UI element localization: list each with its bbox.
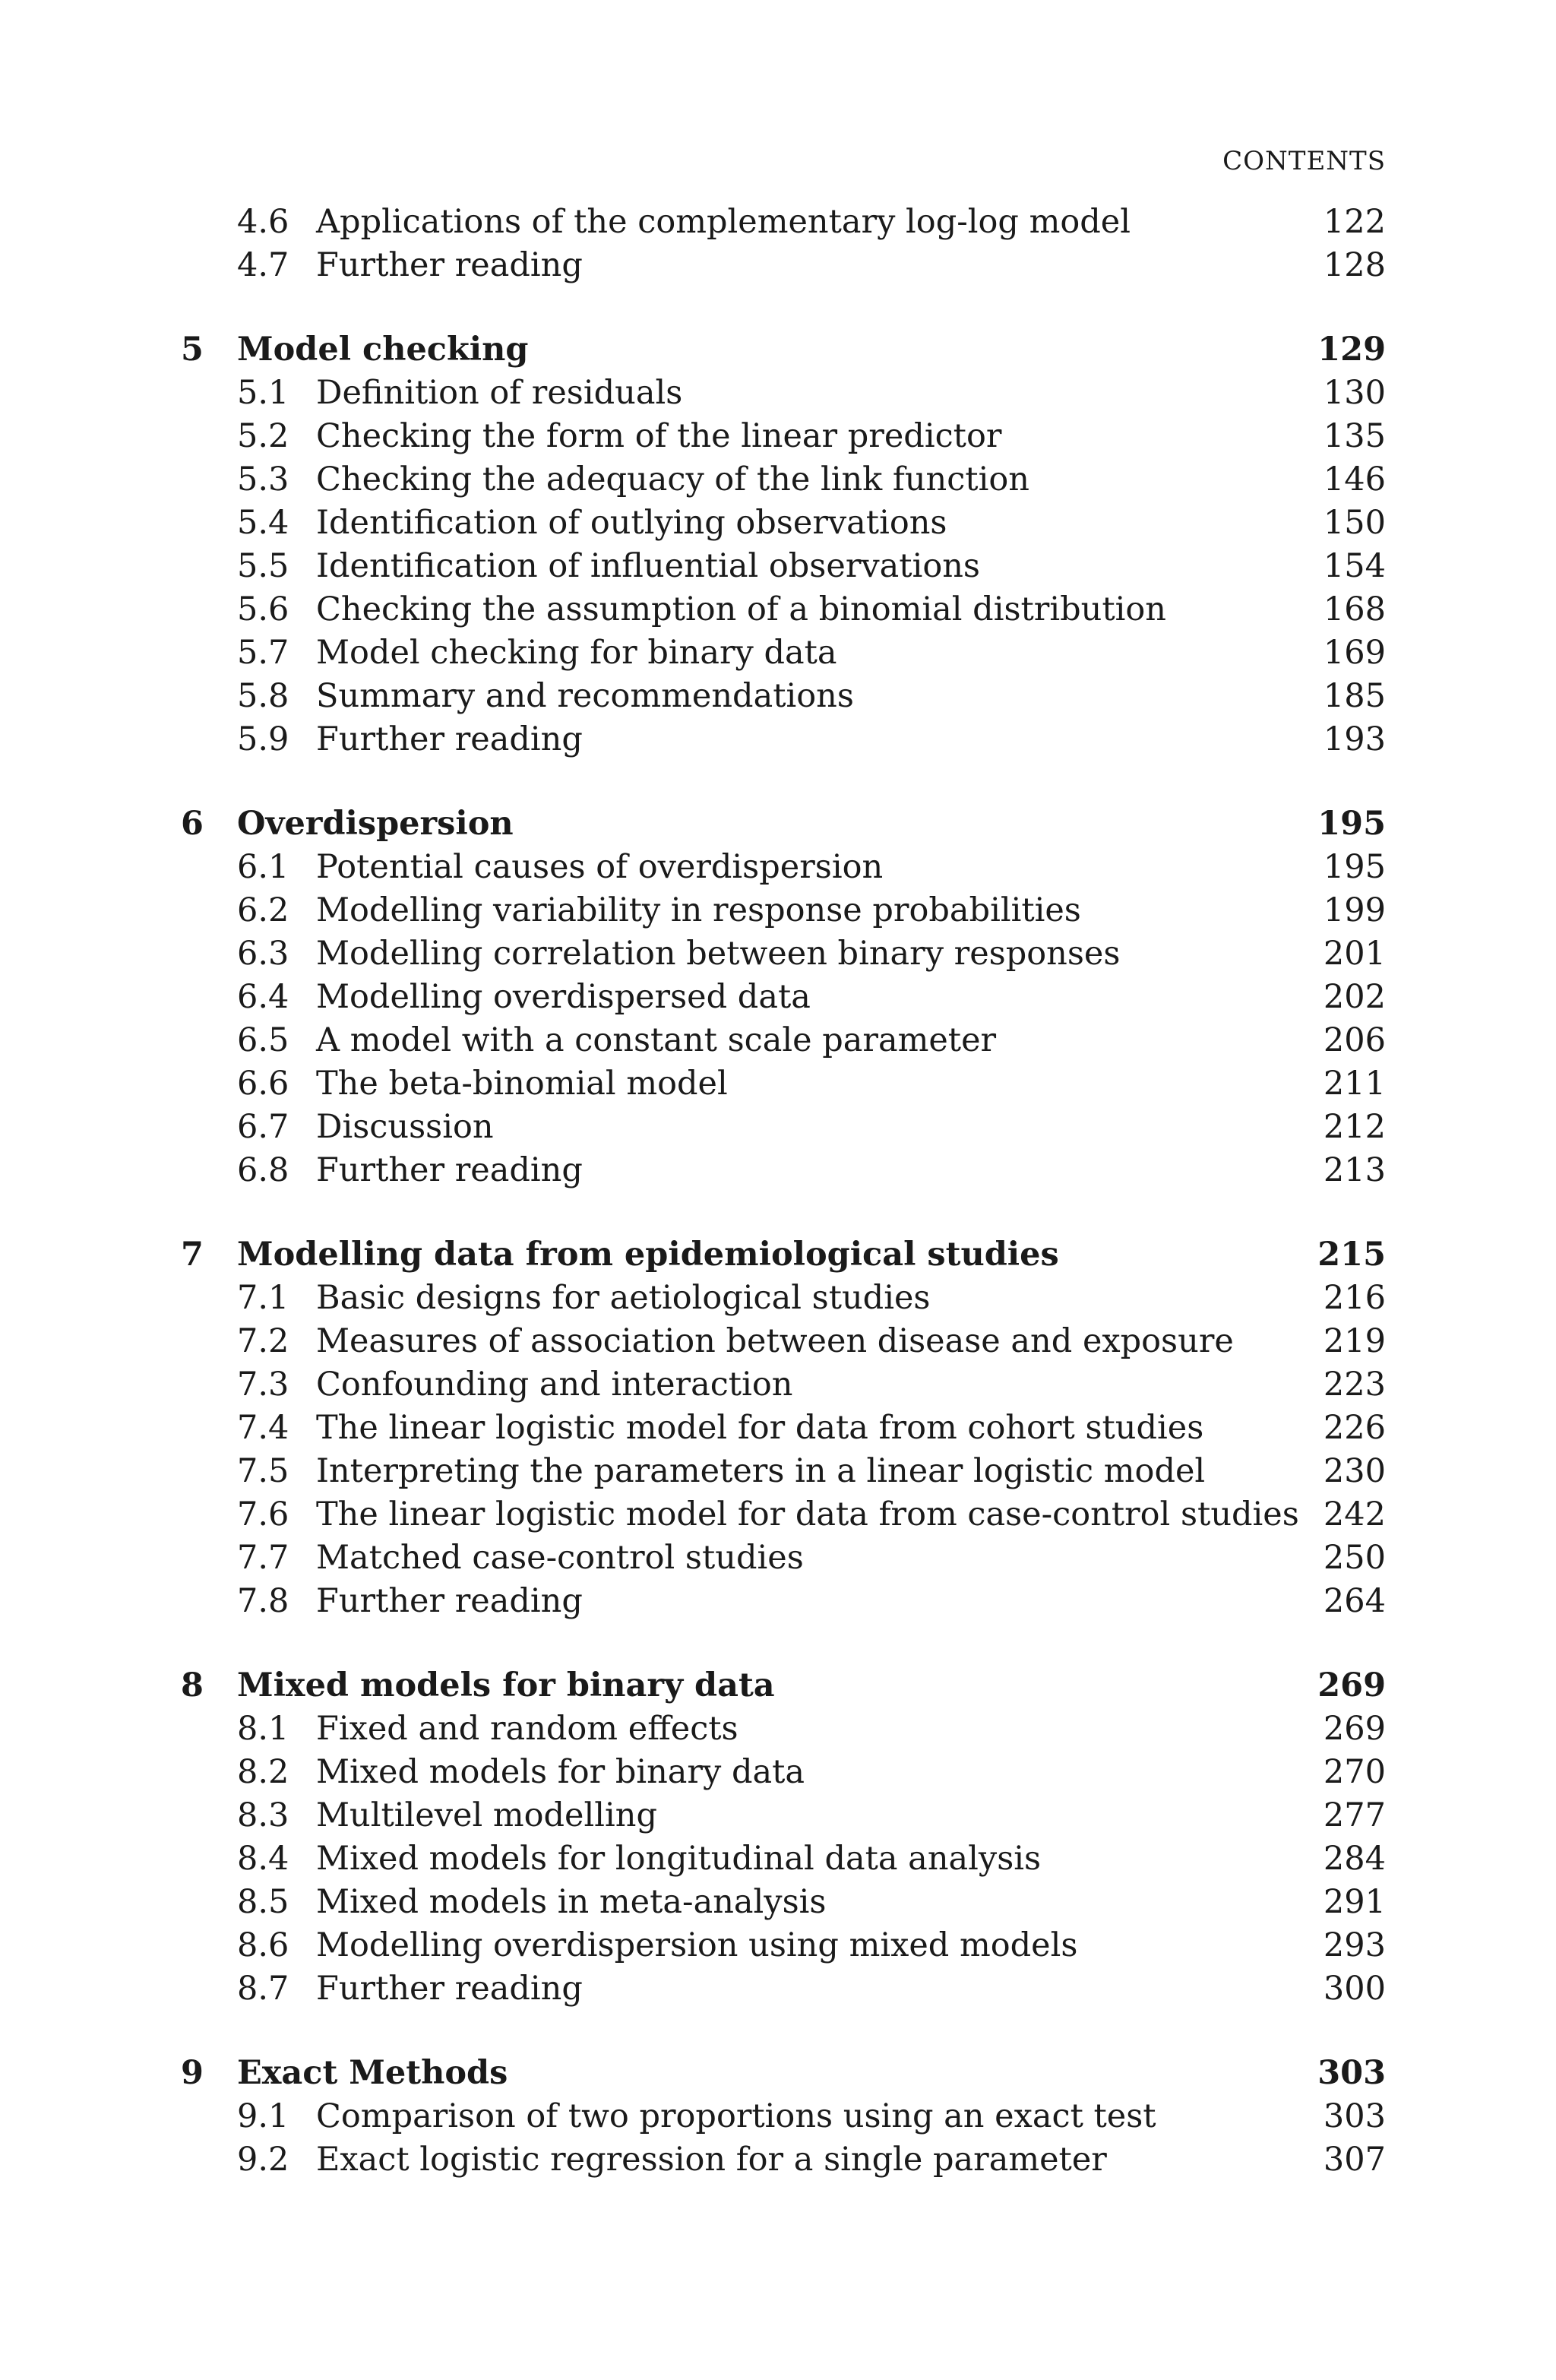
section-number: 8.1 xyxy=(237,1710,289,1748)
section-entry xyxy=(0,1363,1556,1407)
section-number: 7.8 xyxy=(237,1582,289,1620)
page-number: 303 xyxy=(1323,2097,1386,2135)
section-title: Multilevel modelling xyxy=(316,1796,657,1834)
page-number: 122 xyxy=(1323,203,1386,241)
section-number: 4.6 xyxy=(237,203,289,241)
page-number: 264 xyxy=(1323,1582,1386,1620)
section-number: 6.2 xyxy=(237,891,289,929)
page-number: 270 xyxy=(1323,1753,1386,1791)
page-number: 303 xyxy=(1317,2054,1386,2092)
section-entry xyxy=(0,1707,1556,1751)
page-number: 226 xyxy=(1323,1409,1386,1447)
section-title: Discussion xyxy=(316,1108,494,1146)
page-number: 242 xyxy=(1323,1495,1386,1533)
page-number: 223 xyxy=(1323,1366,1386,1404)
section-title: Further reading xyxy=(316,720,583,758)
chapter-title: Overdispersion xyxy=(237,805,514,843)
page-number: 215 xyxy=(1317,1236,1386,1274)
table-of-contents xyxy=(0,201,1556,2182)
section-number: 6.5 xyxy=(237,1021,289,1059)
section-title: Further reading xyxy=(316,246,583,284)
running-head: CONTENTS xyxy=(1222,146,1386,176)
section-entry xyxy=(0,675,1556,718)
chapter-number: 9 xyxy=(181,2054,204,2092)
section-number: 5.5 xyxy=(237,547,289,585)
section-title: Definition of residuals xyxy=(316,374,683,412)
section-number: 5.8 xyxy=(237,677,289,715)
section-entry xyxy=(0,1450,1556,1493)
chapter-number: 5 xyxy=(181,331,204,369)
section-title: Checking the form of the linear predictor xyxy=(316,417,1002,455)
section-title: A model with a constant scale parameter xyxy=(316,1021,997,1059)
section-number: 6.6 xyxy=(237,1065,289,1103)
section-title: Checking the assumption of a binomial distribution xyxy=(316,590,1166,628)
section-number: 8.5 xyxy=(237,1883,289,1921)
page-number: 193 xyxy=(1323,720,1386,758)
page-number: 269 xyxy=(1323,1710,1386,1748)
chapter-entry xyxy=(0,802,1556,846)
chapter-entry xyxy=(0,1233,1556,1277)
page-number: 211 xyxy=(1323,1065,1386,1103)
section-number: 9.2 xyxy=(237,2141,289,2179)
section-number: 6.8 xyxy=(237,1151,289,1189)
section-title: Interpreting the parameters in a linear logistic model xyxy=(316,1452,1206,1490)
section-number: 7.2 xyxy=(237,1322,289,1360)
section-number: 6.1 xyxy=(237,848,289,886)
section-number: 8.4 xyxy=(237,1840,289,1878)
section-title: Potential causes of overdispersion xyxy=(316,848,884,886)
page-number: 146 xyxy=(1323,460,1386,498)
section-entry xyxy=(0,1837,1556,1881)
section-title: Modelling overdispersion using mixed models xyxy=(316,1926,1078,1964)
section-title: Modelling correlation between binary responses xyxy=(316,935,1121,973)
section-title: Further reading xyxy=(316,1151,583,1189)
section-entry xyxy=(0,1794,1556,1837)
chapter-entry xyxy=(0,2052,1556,2095)
section-entry xyxy=(0,889,1556,932)
page-number: 307 xyxy=(1323,2141,1386,2179)
section-title: Mixed models for binary data xyxy=(316,1753,805,1791)
chapter-entry xyxy=(0,1664,1556,1707)
section-number: 5.4 xyxy=(237,504,289,542)
page-number: 129 xyxy=(1317,331,1386,369)
page-number: 300 xyxy=(1323,1970,1386,2008)
page-number: 201 xyxy=(1323,935,1386,973)
section-entry xyxy=(0,718,1556,761)
section-number: 6.4 xyxy=(237,978,289,1016)
page-number: 185 xyxy=(1323,677,1386,715)
page-number: 195 xyxy=(1323,848,1386,886)
section-number: 8.7 xyxy=(237,1970,289,2008)
page-number: 128 xyxy=(1323,246,1386,284)
section-title: Modelling overdispersed data xyxy=(316,978,811,1016)
page-number: 293 xyxy=(1323,1926,1386,1964)
section-title: Further reading xyxy=(316,1970,583,2008)
page-number: 154 xyxy=(1323,547,1386,585)
page-number: 219 xyxy=(1323,1322,1386,1360)
section-number: 5.2 xyxy=(237,417,289,455)
section-title: Further reading xyxy=(316,1582,583,1620)
section-number: 7.1 xyxy=(237,1279,289,1317)
section-number: 5.3 xyxy=(237,460,289,498)
section-number: 7.6 xyxy=(237,1495,289,1533)
page-number: 284 xyxy=(1323,1840,1386,1878)
section-title: The linear logistic model for data from cohort studies xyxy=(316,1409,1204,1447)
section-number: 8.2 xyxy=(237,1753,289,1791)
page-number: 202 xyxy=(1323,978,1386,1016)
section-number: 7.7 xyxy=(237,1539,289,1577)
section-title: Matched case-control studies xyxy=(316,1539,804,1577)
section-title: Exact logistic regression for a single parameter xyxy=(316,2141,1107,2179)
section-entry xyxy=(0,244,1556,287)
section-title: Fixed and random effects xyxy=(316,1710,738,1748)
chapter-title: Modelling data from epidemiological studies xyxy=(237,1236,1059,1274)
page-number: 269 xyxy=(1317,1666,1386,1704)
section-entry xyxy=(0,502,1556,545)
section-title: The beta-binomial model xyxy=(316,1065,728,1103)
section-number: 8.6 xyxy=(237,1926,289,1964)
section-entry xyxy=(0,932,1556,976)
section-entry xyxy=(0,372,1556,415)
chapter-entry xyxy=(0,328,1556,372)
section-number: 5.6 xyxy=(237,590,289,628)
section-entry xyxy=(0,1062,1556,1106)
section-number: 7.3 xyxy=(237,1366,289,1404)
section-entry xyxy=(0,458,1556,502)
section-entry xyxy=(0,415,1556,458)
section-title: The linear logistic model for data from case-control studies xyxy=(316,1495,1299,1533)
section-number: 5.7 xyxy=(237,634,289,672)
section-title: Mixed models for longitudinal data analysis xyxy=(316,1840,1042,1878)
section-number: 5.9 xyxy=(237,720,289,758)
section-title: Model checking for binary data xyxy=(316,634,837,672)
section-entry xyxy=(0,1537,1556,1580)
section-entry xyxy=(0,1149,1556,1192)
section-title: Mixed models in meta-analysis xyxy=(316,1883,827,1921)
section-title: Confounding and interaction xyxy=(316,1366,793,1404)
section-entry xyxy=(0,976,1556,1019)
section-title: Identification of influential observations xyxy=(316,547,980,585)
section-entry xyxy=(0,2138,1556,2182)
section-title: Measures of association between disease and exposure xyxy=(316,1322,1234,1360)
page-number: 291 xyxy=(1323,1883,1386,1921)
section-number: 4.7 xyxy=(237,246,289,284)
section-title: Modelling variability in response probabilities xyxy=(316,891,1081,929)
section-number: 6.7 xyxy=(237,1108,289,1146)
chapter-number: 7 xyxy=(181,1236,204,1274)
section-number: 8.3 xyxy=(237,1796,289,1834)
page-number: 206 xyxy=(1323,1021,1386,1059)
section-entry xyxy=(0,1277,1556,1320)
chapter-number: 8 xyxy=(181,1666,204,1704)
page-number: 195 xyxy=(1317,805,1386,843)
page-number: 250 xyxy=(1323,1539,1386,1577)
section-entry xyxy=(0,1580,1556,1623)
page-number: 135 xyxy=(1323,417,1386,455)
section-number: 6.3 xyxy=(237,935,289,973)
section-entry xyxy=(0,1493,1556,1537)
section-entry xyxy=(0,588,1556,631)
section-title: Identification of outlying observations xyxy=(316,504,947,542)
section-entry xyxy=(0,1881,1556,1924)
section-number: 7.5 xyxy=(237,1452,289,1490)
section-entry xyxy=(0,631,1556,675)
page-number: 150 xyxy=(1323,504,1386,542)
page-number: 199 xyxy=(1323,891,1386,929)
section-title: Checking the adequacy of the link function xyxy=(316,460,1029,498)
page-number: 168 xyxy=(1323,590,1386,628)
section-entry xyxy=(0,1106,1556,1149)
section-number: 7.4 xyxy=(237,1409,289,1447)
section-number: 5.1 xyxy=(237,374,289,412)
page-number: 230 xyxy=(1323,1452,1386,1490)
section-entry xyxy=(0,2095,1556,2138)
chapter-title: Mixed models for binary data xyxy=(237,1666,775,1704)
chapter-number: 6 xyxy=(181,805,204,843)
page-number: 216 xyxy=(1323,1279,1386,1317)
chapter-title: Exact Methods xyxy=(237,2054,508,2092)
section-entry xyxy=(0,1019,1556,1062)
section-number: 9.1 xyxy=(237,2097,289,2135)
section-entry xyxy=(0,1320,1556,1363)
page-number: 212 xyxy=(1323,1108,1386,1146)
section-entry xyxy=(0,1967,1556,2011)
page-number: 213 xyxy=(1323,1151,1386,1189)
page-number: 277 xyxy=(1323,1796,1386,1834)
section-title: Basic designs for aetiological studies xyxy=(316,1279,931,1317)
chapter-title: Model checking xyxy=(237,331,529,369)
section-entry xyxy=(0,1407,1556,1450)
section-title: Summary and recommendations xyxy=(316,677,854,715)
page-number: 130 xyxy=(1323,374,1386,412)
section-title: Applications of the complementary log-log model xyxy=(316,203,1131,241)
page-number: 169 xyxy=(1323,634,1386,672)
section-entry xyxy=(0,545,1556,588)
section-entry xyxy=(0,201,1556,244)
section-entry xyxy=(0,846,1556,889)
section-entry xyxy=(0,1751,1556,1794)
section-title: Comparison of two proportions using an exact test xyxy=(316,2097,1156,2135)
section-entry xyxy=(0,1924,1556,1967)
